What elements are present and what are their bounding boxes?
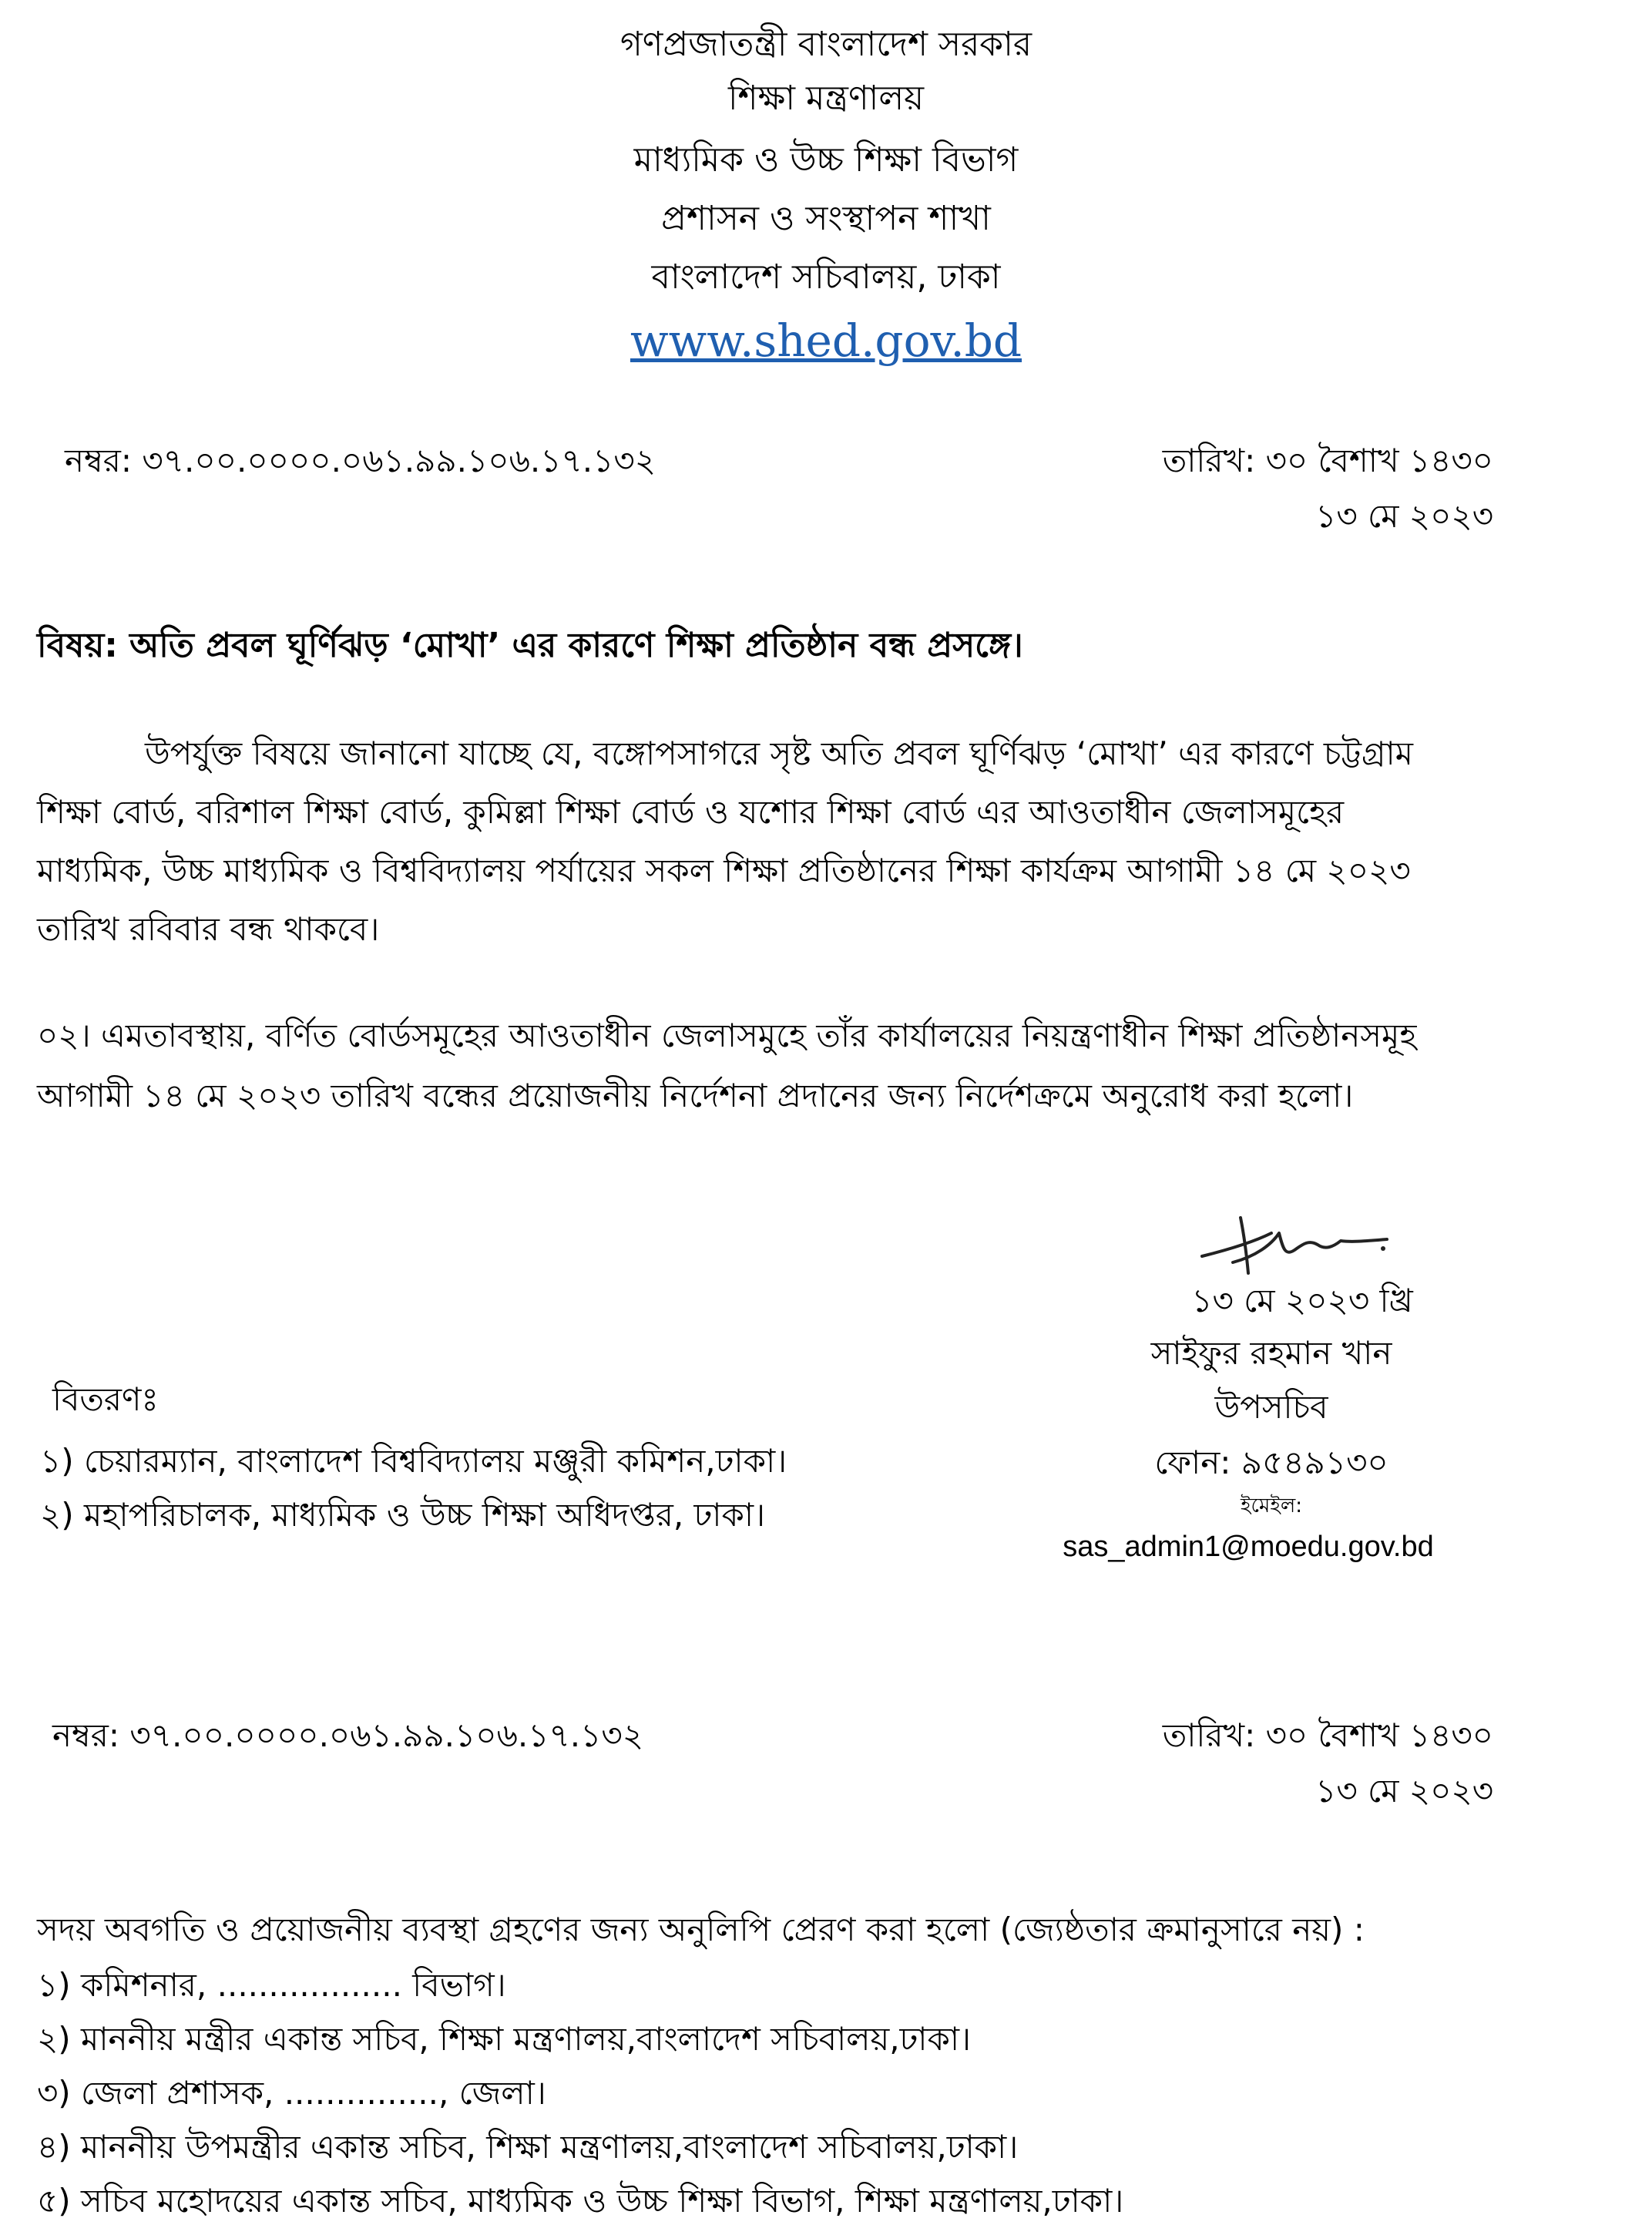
copy-item: ৫) সচিব মহোদয়ের একান্ত সচিব, মাধ্যমিক ও উচ্চ শিক্ষা বিভাগ, শিক্ষা মন্ত্রণালয়,ঢাকা। — [37, 2182, 1124, 2220]
copy-item: ২) মাননীয় মন্ত্রীর একান্ত সচিব, শিক্ষা মন্ত্রণালয়,বাংলাদেশ সচিবালয়,ঢাকা। — [37, 2020, 972, 2058]
signatory-phone: ফোন: ৯৫৪৯১৩০ — [1154, 1444, 1388, 1481]
body-line: উপর্যুক্ত বিষয়ে জানানো যাচ্ছে যে, বঙ্গোপসাগরে সৃষ্ট অতি প্রবল ঘূর্ণিঝড় ‘মোখা’ এর কারণে চট্টগ্রাম — [145, 734, 1413, 772]
memo-date-english: ১৩ মে ২০২৩ — [1315, 1772, 1493, 1810]
body-line: আগামী ১৪ মে ২০২৩ তারিখ বন্ধের প্রয়োজনীয় নির্দেশনা প্রদানের জন্য নির্দেশক্রমে অনুরোধ করা হলো। — [37, 1077, 1354, 1114]
copy-item: ১) কমিশনার, .................. বিভাগ। — [37, 1966, 506, 2004]
distribution-item: ১) চেয়ারম্যান, বাংলাদেশ বিশ্ববিদ্যালয় মঞ্জুরী কমিশন,ঢাকা। — [40, 1442, 787, 1480]
header-branch: প্রশাসন ও সংস্থাপন শাখা — [661, 199, 991, 238]
distribution-heading: বিতরণঃ — [52, 1380, 159, 1418]
memo-date-bangla: তারিখ: ৩০ বৈশাখ ১৪৩০ — [1162, 442, 1493, 479]
distribution-item: ২) মহাপরিচালক, মাধ্যমিক ও উচ্চ শিক্ষা অধিদপ্তর, ঢাকা। — [40, 1496, 766, 1534]
body-line: ০২। এমতাবস্থায়, বর্ণিত বোর্ডসমূহের আওতাধীন জেলাসমুহে তাঁর কার্যালয়ের নিয়ন্ত্রণাধীন শিক্ষা প্রতিষ্ঠানসমূহ — [37, 1017, 1417, 1054]
header-division: মাধ্যমিক ও উচ্চ শিক্ষা বিভাগ — [633, 140, 1019, 180]
website-link[interactable]: www.shed.gov.bd — [630, 314, 1022, 367]
copy-item: ৪) মাননীয় উপমন্ত্রীর একান্ত সচিব, শিক্ষা মন্ত্রণালয়,বাংলাদেশ সচিবালয়,ঢাকা। — [37, 2128, 1019, 2166]
subject-line: বিষয়: অতি প্রবল ঘূর্ণিঝড় ‘মোখা’ এর কারণে শিক্ষা প্রতিষ্ঠান বন্ধ প্রসঙ্গে। — [37, 626, 1023, 665]
signatory-designation: উপসচিব — [1214, 1388, 1328, 1426]
copy-item: ৩) জেলা প্রশাসক, ..............., জেলা। — [37, 2074, 546, 2112]
body-line: শিক্ষা বোর্ড, বরিশাল শিক্ষা বোর্ড, কুমিল্লা শিক্ষা বোর্ড ও যশোর শিক্ষা বোর্ড এর আওতাধীন জেলাসমূহের — [37, 793, 1345, 831]
memo-number: নম্বর: ৩৭.০০.০০০০.০৬১.৯৯.১০৬.১৭.১৩২ — [65, 442, 656, 479]
copy-intro: সদয় অবগতি ও প্রয়োজনীয় ব্যবস্থা গ্রহণের জন্য অনুলিপি প্রেরণ করা হলো (জ্যেষ্ঠতার ক্রমানুসারে নয়) : — [37, 1911, 1365, 1948]
header-government: গণপ্রজাতন্ত্রী বাংলাদেশ সরকার — [620, 25, 1032, 64]
signatory-email[interactable]: sas_admin1@moedu.gov.bd — [1063, 1531, 1434, 1563]
header-ministry: শিক্ষা মন্ত্রণালয় — [727, 79, 925, 118]
memo-date-bangla: তারিখ: ৩০ বৈশাখ ১৪৩০ — [1162, 1716, 1493, 1754]
signatory-email-label: ইমেইল: — [1240, 1494, 1303, 1518]
signature-image — [1187, 1202, 1402, 1287]
signature-date: ১৩ মে ২০২৩ খ্রি — [1191, 1282, 1413, 1319]
header-address: বাংলাদেশ সচিবালয়, ঢাকা — [651, 257, 1001, 297]
body-line: মাধ্যমিক, উচ্চ মাধ্যমিক ও বিশ্ববিদ্যালয় পর্যায়ের সকল শিক্ষা প্রতিষ্ঠানের শিক্ষা কার্যক্রম আগামী ১৪ মে ২০২৩ — [37, 852, 1411, 889]
signatory-name: সাইফুর রহমান খান — [1150, 1334, 1392, 1372]
memo-date-english: ১৩ মে ২০২৩ — [1315, 497, 1493, 535]
body-line: তারিখ রবিবার বন্ধ থাকবে। — [37, 910, 380, 948]
memo-number: নম্বর: ৩৭.০০.০০০০.০৬১.৯৯.১০৬.১৭.১৩২ — [52, 1716, 644, 1754]
